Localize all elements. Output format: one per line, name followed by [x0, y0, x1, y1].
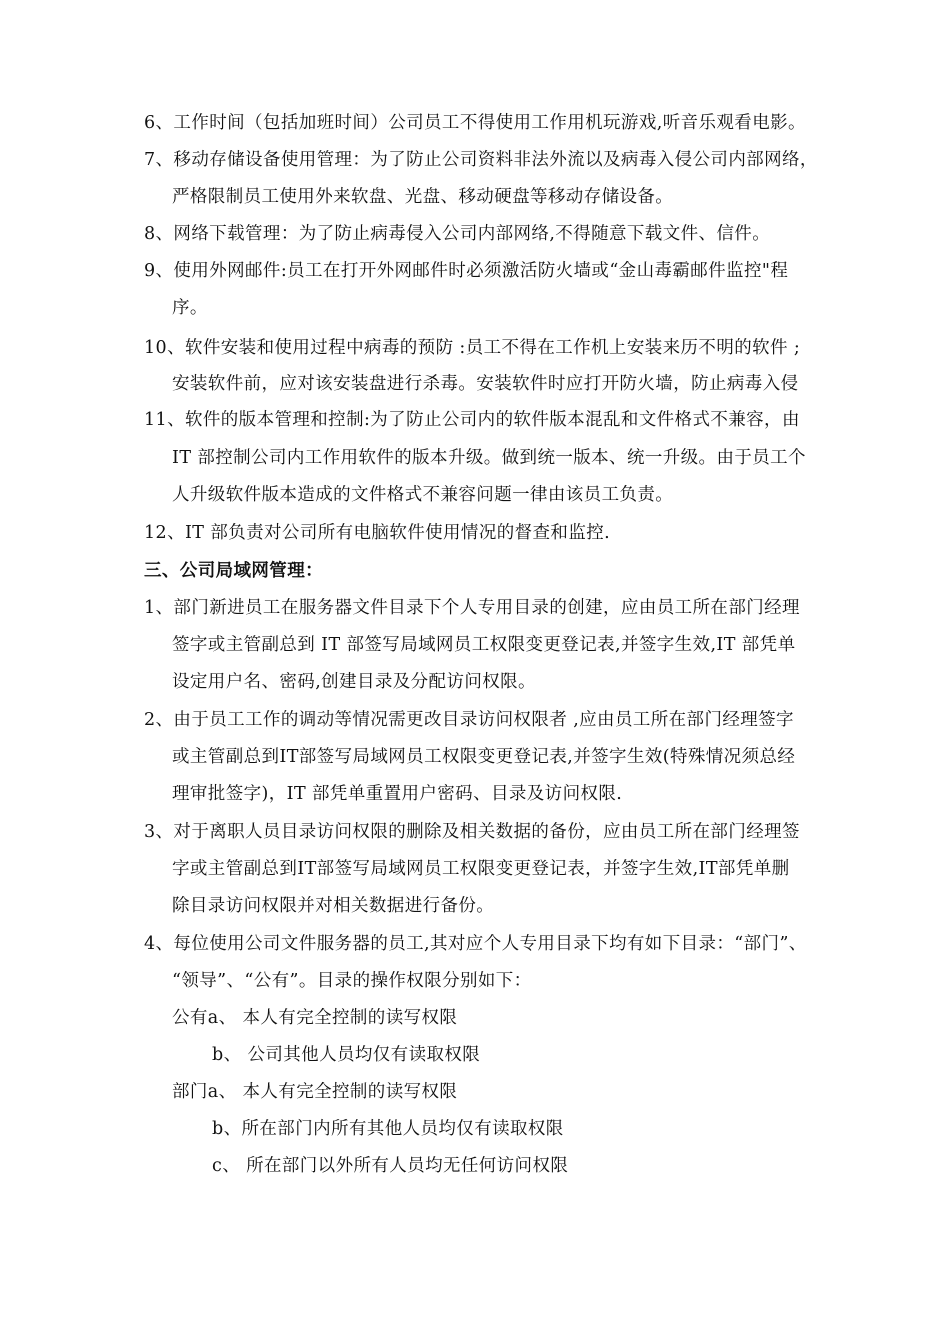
permission-public-a: 公有a、 本人有完全控制的读写权限 — [172, 1008, 458, 1028]
item-11-line-3: 人升级软件版本造成的文件格式不兼容问题一律由该员工负责。 — [172, 485, 674, 505]
lan-item-2-line-1: 2、由于员工工作的调动等情况需更改目录访问权限者 ,应由员工所在部门经理签字 — [144, 710, 794, 730]
item-10-line-2: 安装软件前，应对该安装盘进行杀毒。安装软件时应打开防火墙，防止病毒入侵 — [172, 374, 799, 394]
item-9-line-1: 9、使用外网邮件:员工在打开外网邮件时必须激活防火墙或“金山毒霸邮件监控"程 — [144, 261, 789, 281]
item-10-line-1: 10、软件安装和使用过程中病毒的预防 :员工不得在工作机上安装来历不明的软件 ; — [144, 338, 801, 358]
item-11-line-2: IT 部控制公司内工作用软件的版本升级。做到统一版本、统一升级。由于员工个 — [172, 448, 806, 468]
lan-item-4-line-2: “领导”、“公有”。目录的操作权限分别如下： — [172, 971, 532, 991]
item-12: 12、IT 部负责对公司所有电脑软件使用情况的督查和监控. — [144, 523, 611, 543]
item-7-line-2: 严格限制员工使用外来软盘、光盘、移动硬盘等移动存储设备。 — [172, 187, 674, 207]
item-9-line-2: 序。 — [172, 298, 208, 318]
item-11-line-1: 11、软件的版本管理和控制:为了防止公司内的软件版本混乱和文件格式不兼容，由 — [144, 410, 800, 430]
lan-item-3-line-3: 除目录访问权限并对相关数据进行备份。 — [172, 896, 495, 916]
permission-dept-b: b、所在部门内所有其他人员均仅有读取权限 — [212, 1119, 564, 1139]
lan-item-2-line-3: 理审批签字)，IT 部凭单重置用户密码、目录及访问权限. — [172, 784, 623, 804]
lan-item-2-line-2: 或主管副总到IT部签写局域网员工权限变更登记表,并签字生效(特殊情况须总经 — [172, 747, 796, 767]
section-heading: 三、公司局域网管理： — [144, 561, 323, 581]
item-8: 8、网络下载管理：为了防止病毒侵入公司内部网络,不得随意下载文件、信件。 — [144, 224, 771, 244]
lan-item-1-line-3: 设定用户名、密码,创建目录及分配访问权限。 — [172, 672, 536, 692]
item-7-line-1: 7、移动存储设备使用管理：为了防止公司资料非法外流以及病毒入侵公司内部网络， — [144, 150, 818, 170]
item-6: 6、工作时间（包括加班时间）公司员工不得使用工作用机玩游戏,听音乐观看电影。 — [144, 113, 806, 133]
lan-item-3-line-2: 字或主管副总到IT部签写局域网员工权限变更登记表，并签字生效,IT部凭单删 — [172, 859, 790, 879]
lan-item-4-line-1: 4、每位使用公司文件服务器的员工,其对应个人专用目录下均有如下目录：“部门”、 — [144, 934, 807, 954]
permission-dept-a: 部门a、 本人有完全控制的读写权限 — [172, 1082, 458, 1102]
permission-dept-c: c、 所在部门以外所有人员均无任何访问权限 — [212, 1156, 569, 1176]
lan-item-3-line-1: 3、对于离职人员目录访问权限的删除及相关数据的备份，应由员工所在部门经理签 — [144, 822, 800, 842]
lan-item-1-line-2: 签字或主管副总到 IT 部签写局域网员工权限变更登记表,并签字生效,IT 部凭单 — [172, 635, 796, 655]
permission-public-b: b、 公司其他人员均仅有读取权限 — [212, 1045, 481, 1065]
lan-item-1-line-1: 1、部门新进员工在服务器文件目录下个人专用目录的创建，应由员工所在部门经理 — [144, 598, 800, 618]
